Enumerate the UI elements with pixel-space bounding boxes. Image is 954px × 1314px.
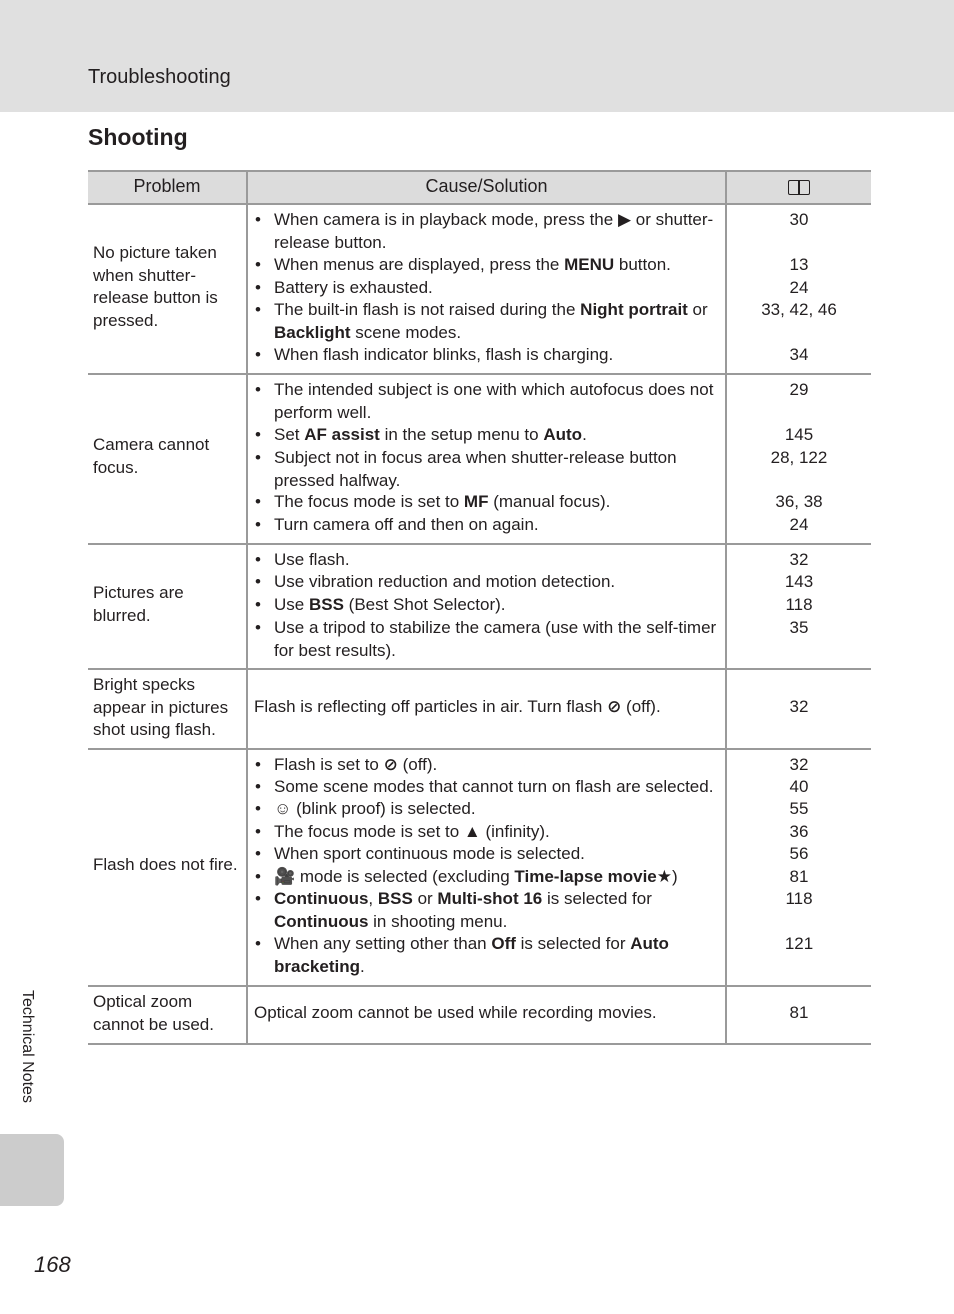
- list-item: • When any setting other than Off is selected for Auto bracketing.: [254, 933, 724, 978]
- list-item: • Use a tripod to stabilize the camera (use with the self-timer for best results).: [254, 617, 724, 662]
- list-item: • ☺ (blink proof) is selected.: [254, 798, 724, 821]
- section-title: Shooting: [88, 124, 188, 150]
- page-ref: 36, 38: [775, 492, 823, 511]
- list-item: • When camera is in playback mode, press the ▶ or shutter-release button.: [254, 209, 724, 254]
- side-tab-label: Technical Notes: [19, 990, 36, 1103]
- header-band: [0, 0, 954, 112]
- list-item: • 🎥 mode is selected (excluding Time-lapse movie★): [254, 866, 724, 889]
- side-tab: [0, 1134, 64, 1206]
- problem-cell: No picture taken when shutter-release button is pressed.: [93, 243, 218, 330]
- list-item: • Flash is set to ⊘ (off).: [254, 754, 724, 777]
- column-divider: [725, 172, 727, 203]
- page-ref: 30: [789, 210, 809, 229]
- page-ref: 121: [784, 934, 814, 953]
- page-ref: 13: [789, 255, 809, 274]
- list-item: • Use vibration reduction and motion detection.: [254, 571, 724, 594]
- page-ref: 32: [789, 697, 809, 716]
- page-ref: 81: [789, 867, 809, 886]
- problem-cell: Pictures are blurred.: [93, 583, 184, 625]
- table-row: [88, 670, 871, 750]
- page-ref: 40: [789, 777, 809, 796]
- list-item: • When sport continuous mode is selected.: [254, 843, 724, 866]
- page-ref: 32: [789, 755, 809, 774]
- page-ref: 118: [785, 889, 813, 908]
- page-ref: 29: [789, 380, 809, 399]
- problem-cell: Camera cannot focus.: [93, 435, 210, 477]
- page-ref: 118: [785, 595, 813, 614]
- list-item: • Turn camera off and then on again.: [254, 514, 724, 537]
- troubleshooting-table: [88, 170, 871, 1045]
- page-ref: 36: [789, 822, 809, 841]
- cause-cell: Flash is reflecting off particles in air. Turn flash ⊘ (off).: [254, 697, 661, 716]
- list-item: • Battery is exhausted.: [254, 277, 724, 300]
- list-item: • When menus are displayed, press the MENU button.: [254, 254, 724, 277]
- list-item: • The focus mode is set to ▲ (infinity).: [254, 821, 724, 844]
- table-row: [88, 205, 871, 375]
- table-row: [88, 375, 871, 545]
- list-item: • Some scene modes that cannot turn on flash are selected.: [254, 776, 724, 799]
- page-header-title: Troubleshooting: [88, 66, 231, 88]
- page-ref: 28, 122: [770, 448, 828, 467]
- column-header-cause: Cause/Solution: [425, 176, 548, 196]
- table-row: [88, 545, 871, 670]
- page-ref: 24: [789, 278, 809, 297]
- page-ref: 32: [789, 550, 809, 569]
- table-header: [88, 170, 871, 205]
- column-header-problem: Problem: [133, 176, 201, 196]
- page-ref: 34: [789, 345, 809, 364]
- page-number: 168: [34, 1252, 71, 1277]
- problem-cell: Flash does not fire.: [93, 855, 238, 874]
- list-item: • The focus mode is set to MF (manual focus).: [254, 491, 724, 514]
- column-divider: [246, 172, 248, 203]
- table-row: [88, 987, 871, 1045]
- page-ref: 35: [789, 618, 809, 637]
- page-ref: 24: [789, 515, 809, 534]
- problem-cell: Optical zoom cannot be used.: [93, 992, 214, 1034]
- page-ref: 33, 42, 46: [761, 300, 837, 319]
- cause-cell: Optical zoom cannot be used while recording movies.: [254, 1003, 657, 1022]
- list-item: • Use flash.: [254, 549, 724, 572]
- list-item: • Subject not in focus area when shutter-release button pressed halfway.: [254, 447, 724, 492]
- problem-cell: Bright specks appear in pictures shot using flash.: [93, 675, 229, 739]
- page-ref: 143: [784, 572, 814, 591]
- page-ref: 145: [784, 425, 814, 444]
- book-icon: [788, 180, 810, 195]
- page-ref: 81: [789, 1003, 809, 1022]
- list-item: • Set AF assist in the setup menu to Auto.: [254, 424, 724, 447]
- page-ref: 56: [789, 844, 809, 863]
- list-item: • The intended subject is one with which autofocus does not perform well.: [254, 379, 724, 424]
- page-ref: 55: [789, 799, 809, 818]
- list-item: • The built-in flash is not raised during the Night portrait or Backlight scene modes.: [254, 299, 724, 344]
- list-item: • Continuous, BSS or Multi-shot 16 is selected for Continuous in shooting menu.: [254, 888, 724, 933]
- table-row: [88, 750, 871, 987]
- column-header-reference: [727, 172, 871, 203]
- list-item: • Use BSS (Best Shot Selector).: [254, 594, 724, 617]
- list-item: • When flash indicator blinks, flash is charging.: [254, 344, 724, 367]
